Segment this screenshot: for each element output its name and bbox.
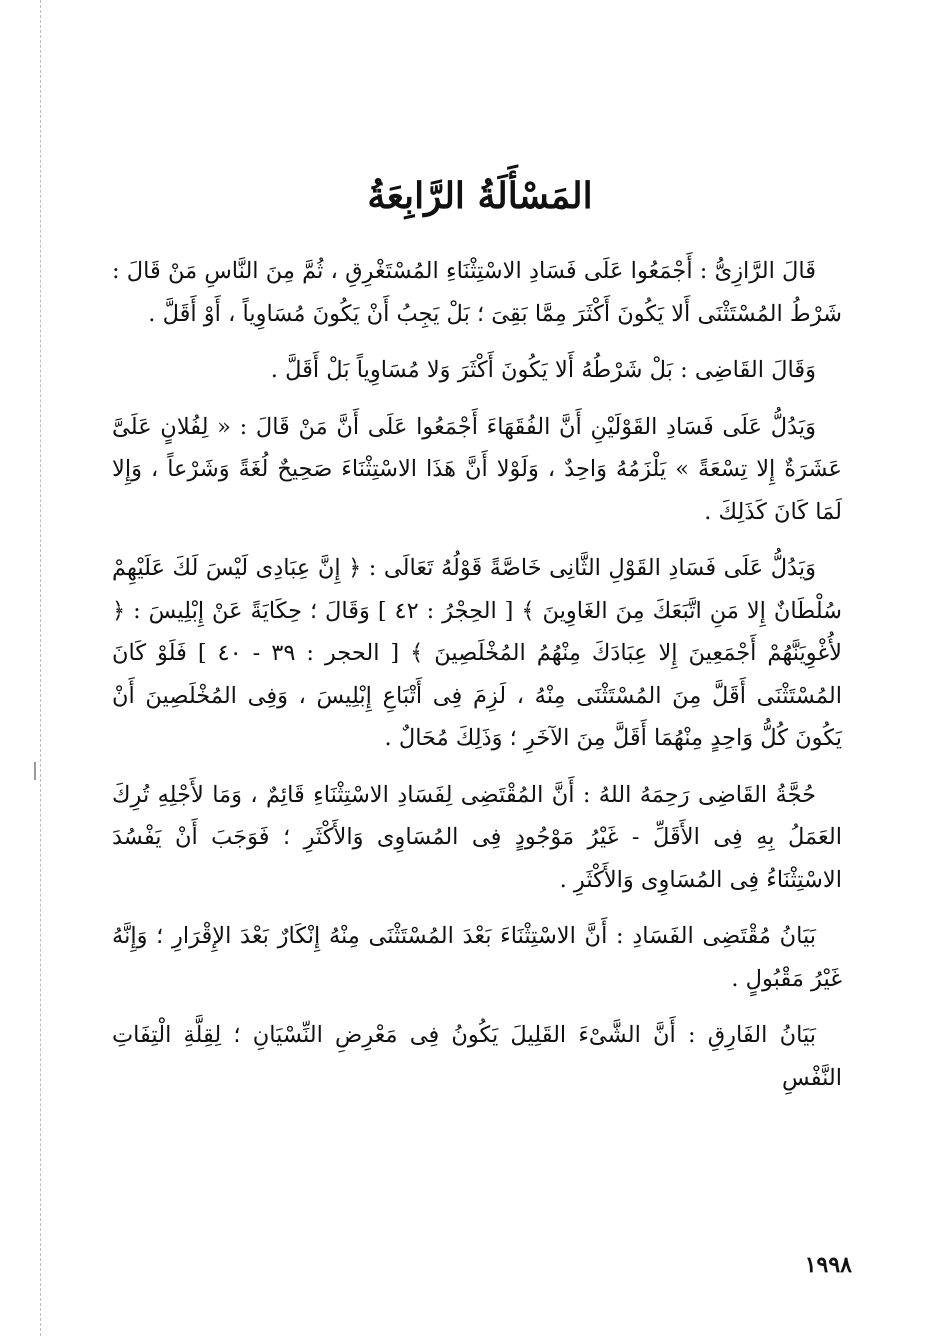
paragraph-6: بَيَانُ مُقْتَضِى الفَسَادِ : أَنَّ الاسْتِثْنَاءَ بَعْدَ المُسْتَثْنَى مِنْهُ إِنْكَارٌ بَعْدَ الإِقْرَارِ ؛ وَإِنَّهُ غَيْرُ مَقْبُولٍ . [112, 923, 842, 992]
paragraph-5: حُجَّةُ القَاضِى رَحِمَهُ اللهُ : أَنَّ المُقْتَضِى لِفَسَادِ الاسْتِثْنَاءِ قَائِمٌ ، وَمَا لأَجْلِهِ تُرِكَ العَمَلُ بِهِ فِى الأَقَلِّ - غَيْرُ مَوْجُودٍ فِى المُسَاوِى وَالأَكْثَرِ ؛ فَوَجَبَ أَنْ يَفْسُدَ الاسْتِثْنَاءُ فِى المُسَاوِى وَالأَكْثَرِ . [112, 781, 842, 893]
scan-edge-line [40, 0, 41, 1336]
paragraph-3: وَيَدُلُّ عَلَى فَسَادِ القَوْلَيْنِ أَنَّ الفُقَهَاءَ أَجْمَعُوا عَلَى أَنَّ مَنْ قَالَ : « لِفُلانٍ عَلَىَّ عَشَرَةٌ إِلا تِسْعَةً » يَلْزَمُهُ وَاحِدٌ ، وَلَوْلا أَنَّ هَذَا الاسْتِثْنَاءَ صَحِيحٌ لُغَةً وَشَرْعاً ، وَإِلا لَمَا كَانَ كَذَلِكَ . [112, 413, 842, 525]
paragraph-1: قَالَ الرَّازِىُّ : أَجْمَعُوا عَلَى فَسَادِ الاسْتِثْنَاءِ المُسْتَغْرِقِ ، ثُمَّ مِنَ النَّاسِ مَنْ قَالَ : شَرْطُ المُسْتَثْنَى أَلا يَكُونَ أَكْثَرَ مِمَّا بَقِىَ ؛ بَلْ يَجِبُ أَنْ يَكُونَ مُسَاوِياً ، أَوْ أَقَلَّ . [112, 258, 842, 327]
body-text [112, 250, 842, 1113]
page-number: ١٩٩٨ [804, 1252, 852, 1278]
section-title: المَسْأَلَةُ الرَّابِعَةُ [367, 175, 593, 217]
paragraph-4: وَيَدُلُّ عَلَى فَسَادِ القَوْلِ الثَّانِى خَاصَّةً قَوْلُهُ تَعَالَى : ﴿ إِنَّ عِبَادِى لَيْسَ لَكَ عَلَيْهِمْ سُلْطَانٌ إِلا مَنِ اتَّبَعَكَ مِنَ الغَاوِينَ ﴾ [ الحِجْرُ : ٤٢ ] وَقَالَ ؛ حِكَايَةً عَنْ إِبْلِيسَ : ﴿ لأُغْوِيَنَّهُمْ أَجْمَعِينَ إِلا عِبَادَكَ مِنْهُمُ المُخْلَصِينَ ﴾ [ الحجر : ٣٩ - ٤٠ ] فَلَوْ كَانَ المُسْتَثْنَى أَقَلَّ مِنَ المُسْتَثْنَى مِنْهُ ، لَزِمَ فِى أَتْبَاعِ إِبْلِيسَ ، وَفِى المُخْلَصِينَ أَنْ يَكُونَ كُلُّ وَاحِدٍ مِنْهُمَا أَقَلَّ مِنَ الآخَرِ ؛ وَذَلِكَ مُحَالٌ . [112, 555, 842, 751]
paragraph-2: وَقَالَ القَاضِى : بَلْ شَرْطُهُ أَلا يَكُونَ أَكْثَرَ وَلا مُسَاوِياً بَلْ أَقَلَّ . [270, 357, 816, 383]
paragraph-7: بَيَانُ الفَارِقِ : أَنَّ الشَّىْءَ القَلِيلَ يَكُونُ فِى مَعْرِضِ النِّسْيَانِ ؛ لِقِلَّةِ الْتِفَاتِ النَّفْسِ [112, 1022, 842, 1091]
scan-mark [34, 762, 36, 780]
